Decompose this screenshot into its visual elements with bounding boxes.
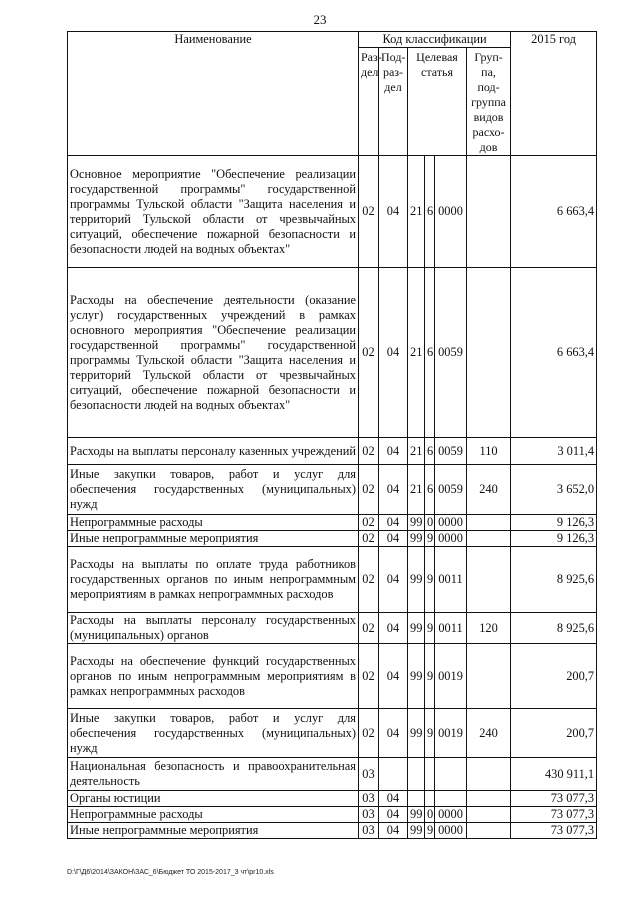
row-name: Расходы на обеспечение функций государственных органов по иным непрограммным мероприятиям в рамках непрограммных расходов [68,644,359,709]
row-amount: 430 911,1 [511,758,597,791]
row-name: Иные непрограммные мероприятия [68,531,359,547]
file-path-footer: D:\Г\Д6\2014\ЗАКОН\ЗАС_6\Бюджет ТО 2015-2017_3 чт\pr10.xls [67,869,274,876]
row-expense-group [467,531,511,547]
header-name: Наименование [68,32,359,156]
row-expense-group [467,547,511,613]
row-name: Расходы на обеспечение деятельности (оказание услуг) государственных учреждений в рамках основного мероприятия "Обеспечение реализации государственной программы" государственной программы Тульской области "Защита населения и территорий Тульской области от чрезвычайных ситуаций, обеспечение пожарной безопасности и безопасности людей на водных объектах" [68,268,359,438]
row-razdel: 03 [359,823,379,839]
row-target-program: 99 [408,613,425,644]
row-expense-group: 240 [467,709,511,758]
row-target-subprogram: 6 [425,156,435,268]
row-razdel: 02 [359,709,379,758]
row-target-subprogram [425,791,435,807]
row-expense-group [467,268,511,438]
row-expense-group [467,807,511,823]
row-target-subprogram: 9 [425,644,435,709]
row-target-direction [435,791,467,807]
row-podrazdel: 04 [379,268,408,438]
row-amount: 73 077,3 [511,791,597,807]
row-target-program [408,791,425,807]
row-target-subprogram: 6 [425,465,435,515]
row-expense-group: 240 [467,465,511,515]
row-amount: 9 126,3 [511,515,597,531]
row-razdel: 03 [359,791,379,807]
row-podrazdel: 04 [379,531,408,547]
table-row [68,758,597,791]
row-amount: 200,7 [511,644,597,709]
row-name: Иные закупки товаров, работ и услуг для обеспечения государственных (муниципальных) нужд [68,709,359,758]
row-name: Национальная безопасность и правоохранительная деятельность [68,758,359,791]
row-expense-group [467,791,511,807]
row-razdel: 02 [359,438,379,465]
row-target-subprogram: 0 [425,807,435,823]
table-body [68,156,597,839]
budget-table [67,31,597,839]
row-target-direction: 0000 [435,807,467,823]
table-row [68,531,597,547]
row-target-subprogram: 9 [425,709,435,758]
row-amount: 6 663,4 [511,156,597,268]
table-row [68,547,597,613]
table-row [68,268,597,438]
row-target-direction: 0059 [435,268,467,438]
row-target-program: 99 [408,823,425,839]
row-podrazdel: 04 [379,791,408,807]
row-razdel: 02 [359,547,379,613]
header-podrazdel: Под-раз-дел [379,48,408,156]
row-podrazdel: 04 [379,807,408,823]
row-name: Иные непрограммные мероприятия [68,823,359,839]
row-target-direction: 0019 [435,644,467,709]
row-expense-group [467,758,511,791]
table-row [68,465,597,515]
page-number: 23 [313,12,327,27]
row-target-direction: 0000 [435,156,467,268]
row-expense-group [467,644,511,709]
row-name: Непрограммные расходы [68,807,359,823]
row-name: Расходы на выплаты по оплате труда работников государственных органов по иным непрограммным мероприятиям в рамках непрограммных расходов [68,547,359,613]
header-code-group: Код классификации [359,32,511,48]
row-razdel: 02 [359,531,379,547]
header-target: Целевая статья [408,48,467,156]
row-target-direction [435,758,467,791]
row-target-program: 99 [408,515,425,531]
row-target-subprogram: 6 [425,438,435,465]
row-amount: 73 077,3 [511,823,597,839]
row-podrazdel: 04 [379,156,408,268]
row-target-direction: 0011 [435,613,467,644]
row-name: Иные закупки товаров, работ и услуг для обеспечения государственных (муниципальных) нужд [68,465,359,515]
row-target-direction: 0000 [435,531,467,547]
row-amount: 3 652,0 [511,465,597,515]
table-row [68,613,597,644]
row-target-program: 21 [408,438,425,465]
row-podrazdel: 04 [379,613,408,644]
row-razdel: 02 [359,613,379,644]
row-target-subprogram: 6 [425,268,435,438]
row-target-program: 99 [408,644,425,709]
row-target-program: 99 [408,807,425,823]
row-name: Непрограммные расходы [68,515,359,531]
row-amount: 9 126,3 [511,531,597,547]
table-row [68,438,597,465]
row-target-subprogram: 9 [425,823,435,839]
row-name: Расходы на выплаты персоналу государственных (муниципальных) органов [68,613,359,644]
row-razdel: 02 [359,515,379,531]
table-row [68,156,597,268]
row-podrazdel: 04 [379,823,408,839]
row-target-program [408,758,425,791]
row-expense-group [467,823,511,839]
row-target-direction: 0019 [435,709,467,758]
row-amount: 6 663,4 [511,268,597,438]
table-row [68,791,597,807]
row-amount: 8 925,6 [511,613,597,644]
row-name: Основное мероприятие "Обеспечение реализации государственной программы" государственной программы Тульской области "Защита населения и территорий Тульской области от чрезвычайных ситуаций, обеспечение пожарной безопасности и безопасности людей на водных объектах" [68,156,359,268]
row-name: Расходы на выплаты персоналу казенных учреждений [68,438,359,465]
row-target-direction: 0059 [435,438,467,465]
header-group: Груп-па, под-группа видов расхо-дов [467,48,511,156]
row-razdel: 02 [359,268,379,438]
header-razdel: Раз-дел [359,48,379,156]
row-podrazdel: 04 [379,644,408,709]
row-target-subprogram [425,758,435,791]
row-podrazdel [379,758,408,791]
table-row [68,515,597,531]
row-razdel: 02 [359,156,379,268]
row-target-direction: 0000 [435,515,467,531]
row-target-program: 21 [408,156,425,268]
row-podrazdel: 04 [379,515,408,531]
row-podrazdel: 04 [379,438,408,465]
row-target-direction: 0059 [435,465,467,515]
row-target-subprogram: 9 [425,547,435,613]
row-amount: 8 925,6 [511,547,597,613]
row-razdel: 02 [359,465,379,515]
row-razdel: 03 [359,758,379,791]
row-razdel: 03 [359,807,379,823]
row-target-subprogram: 9 [425,531,435,547]
row-target-direction: 0011 [435,547,467,613]
row-expense-group [467,515,511,531]
row-expense-group: 120 [467,613,511,644]
row-podrazdel: 04 [379,709,408,758]
table-row [68,807,597,823]
row-target-subprogram: 0 [425,515,435,531]
table-row [68,709,597,758]
table-row [68,644,597,709]
row-razdel: 02 [359,644,379,709]
row-target-subprogram: 9 [425,613,435,644]
row-target-program: 21 [408,465,425,515]
row-podrazdel: 04 [379,547,408,613]
row-name: Органы юстиции [68,791,359,807]
row-amount: 200,7 [511,709,597,758]
row-target-program: 99 [408,531,425,547]
row-expense-group: 110 [467,438,511,465]
row-expense-group [467,156,511,268]
row-podrazdel: 04 [379,465,408,515]
table-row [68,823,597,839]
row-amount: 73 077,3 [511,807,597,823]
row-amount: 3 011,4 [511,438,597,465]
row-target-direction: 0000 [435,823,467,839]
row-target-program: 21 [408,268,425,438]
header-year: 2015 год [511,32,597,156]
row-target-program: 99 [408,709,425,758]
row-target-program: 99 [408,547,425,613]
